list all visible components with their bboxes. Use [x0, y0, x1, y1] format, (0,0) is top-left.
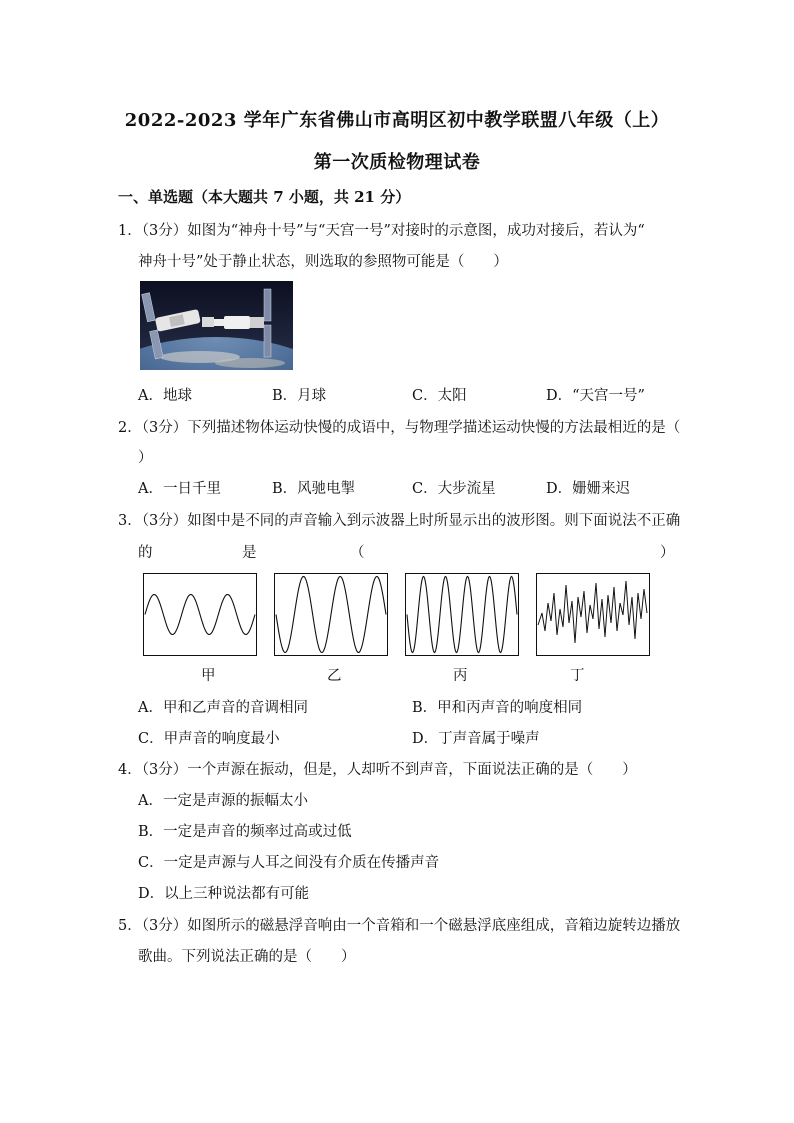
q1-option-c[interactable]: C．太阳 [412, 388, 467, 404]
exam-title-line1: 2022-2023 学年广东省佛山市高明区初中教学联盟八年级（上） [124, 110, 670, 131]
q1-option-d[interactable]: D．“天宫一号” [546, 388, 645, 404]
q3-option-b[interactable]: B．甲和丙声音的响度相同 [412, 700, 583, 716]
q3-option-d[interactable]: D．丁声音属于噪声 [412, 731, 540, 747]
section-heading-single-choice: 一、单选题（本大题共 7 小题，共 21 分） [118, 188, 411, 206]
q5-stem-line2: 歌曲。下列说法正确的是（ ） [138, 949, 356, 965]
waveform-bing [405, 573, 519, 656]
q3-stem-line2-part4: ） [660, 545, 675, 561]
waveform-label-bing: 丙 [453, 668, 468, 684]
q5-stem-line1: 5．（3分）如图所示的磁悬浮音响由一个音箱和一个磁悬浮底座组成，音箱边旋转边播放 [118, 918, 681, 934]
q3-stem-line2-part3: （ [350, 545, 365, 561]
waveform-ding [536, 573, 650, 656]
q3-stem-line2-part1: 的 [138, 545, 153, 561]
q1-spacecraft-docking-image [140, 281, 293, 370]
waveform-yi [274, 573, 388, 656]
q2-option-c[interactable]: C．大步流星 [412, 481, 496, 497]
q2-option-d[interactable]: D．姗姗来迟 [546, 481, 631, 497]
q4-option-a[interactable]: A．一定是声源的振幅太小 [138, 793, 308, 809]
q2-option-b[interactable]: B．风驰电掣 [272, 481, 356, 497]
waveform-label-jia: 甲 [201, 668, 216, 684]
q3-option-a[interactable]: A．甲和乙声音的音调相同 [138, 700, 308, 716]
waveform-label-ding: 丁 [570, 668, 585, 684]
q1-option-a[interactable]: A．地球 [138, 388, 192, 404]
q1-option-b[interactable]: B．月球 [272, 388, 327, 404]
waveform-label-yi: 乙 [327, 668, 342, 684]
q3-stem-line1: 3．（3分）如图中是不同的声音输入到示波器上时所显示出的波形图。则下面说法不正确 [118, 513, 681, 529]
waveform-jia [143, 573, 257, 656]
q4-option-d[interactable]: D．以上三种说法都有可能 [138, 886, 310, 902]
q2-option-a[interactable]: A．一日千里 [138, 481, 221, 497]
q3-stem-line2-part2: 是 [242, 545, 257, 561]
q1-stem-line2: 神舟十号”处于静止状态，则选取的参照物可能是（ ） [138, 254, 508, 270]
q1-stem-line1: 1．（3分）如图为“神舟十号”与“天宫一号”对接时的示意图，成功对接后，若认为“ [118, 223, 645, 239]
q4-option-b[interactable]: B．一定是声音的频率过高或过低 [138, 824, 352, 840]
exam-title-line2: 第一次质检物理试卷 [313, 152, 481, 173]
q4-stem-line1: 4．（3分）一个声源在振动，但是，人却听不到声音，下面说法正确的是（ ） [118, 762, 637, 778]
q4-option-c[interactable]: C．一定是声源与人耳之间没有介质在传播声音 [138, 855, 440, 871]
spacecraft-illustration [140, 281, 293, 370]
q2-stem-line2: ） [138, 450, 153, 466]
q3-option-c[interactable]: C．甲声音的响度最小 [138, 731, 280, 747]
q2-stem-line1: 2．（3分）下列描述物体运动快慢的成语中，与物理学描述运动快慢的方法最相近的是（ [118, 420, 681, 436]
